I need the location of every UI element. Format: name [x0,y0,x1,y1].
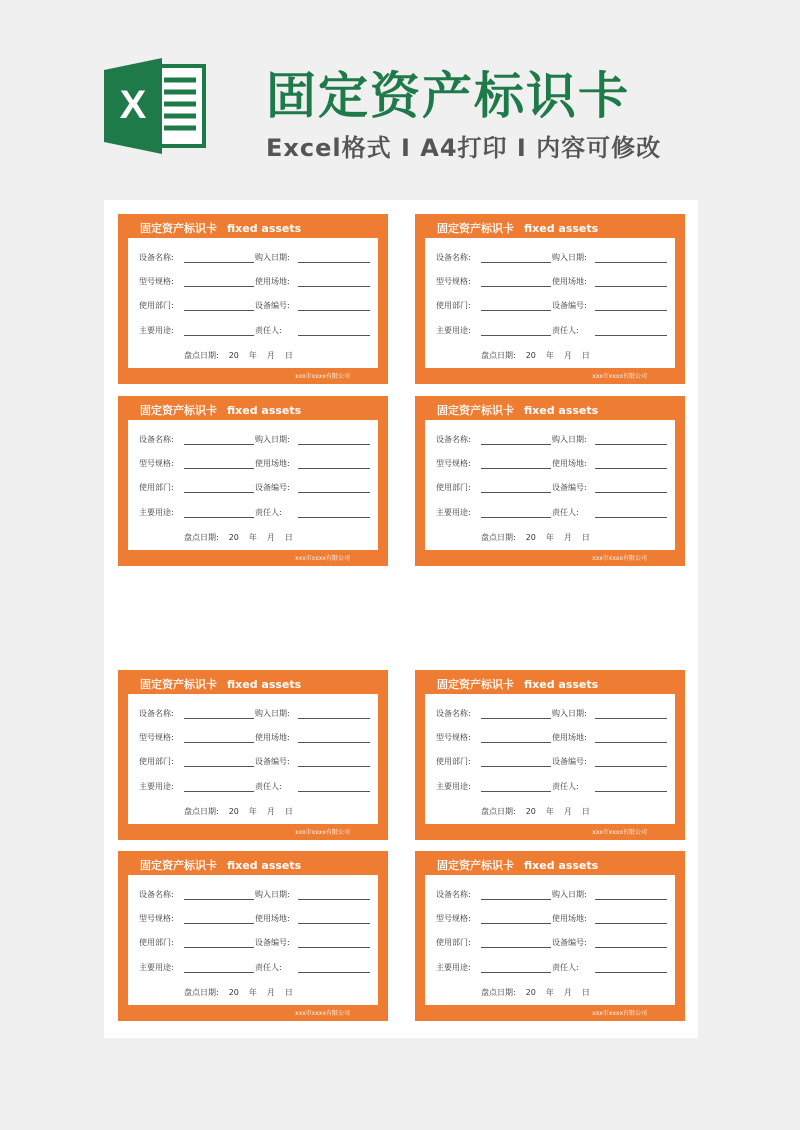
device-name-field[interactable] [184,444,254,445]
department-field[interactable] [184,310,254,311]
purchase-date-field[interactable] [595,899,667,900]
main-use-field[interactable] [481,972,551,973]
asset-card [415,670,685,840]
main-use-field[interactable] [184,791,254,792]
purchase-date-field[interactable] [595,718,667,719]
excel-logo-icon [104,58,208,154]
device-no-field[interactable] [595,310,667,311]
department-label: 使用部门: [436,483,471,492]
company-name: xxx市xxxx有限公司 [592,829,647,836]
device-no-label: 设备编号: [255,938,290,947]
inventory-date: 盘点日期: 20 年 月 日 [481,807,590,816]
device-name-label: 设备名称: [139,709,174,718]
device-no-field[interactable] [298,492,370,493]
card-body [425,420,675,550]
card-title: 固定资产标识卡 fixed assets [140,222,302,235]
model-spec-label: 型号规格: [139,459,174,468]
device-no-field[interactable] [298,310,370,311]
responsible-label: 责任人: [255,326,282,335]
purchase-date-label: 购入日期: [552,709,587,718]
purchase-date-field[interactable] [298,262,370,263]
page-title: 固定资产标识卡 [266,67,630,125]
responsible-field[interactable] [298,791,370,792]
card-title: 固定资产标识卡 fixed assets [140,859,302,872]
model-spec-field[interactable] [481,742,551,743]
inventory-date: 盘点日期: 20 年 月 日 [184,533,293,542]
purchase-date-label: 购入日期: [255,709,290,718]
location-label: 使用场地: [552,733,587,742]
responsible-field[interactable] [595,972,667,973]
company-name: xxx市xxxx有限公司 [295,555,350,562]
card-body [128,420,378,550]
inventory-date: 盘点日期: 20 年 月 日 [481,351,590,360]
responsible-field[interactable] [595,517,667,518]
location-field[interactable] [595,286,667,287]
device-name-field[interactable] [184,262,254,263]
inventory-date: 盘点日期: 20 年 月 日 [184,351,293,360]
company-name: xxx市xxxx有限公司 [295,1010,350,1017]
device-no-label: 设备编号: [552,938,587,947]
device-name-label: 设备名称: [436,890,471,899]
responsible-field[interactable] [595,791,667,792]
model-spec-field[interactable] [184,286,254,287]
device-no-label: 设备编号: [255,483,290,492]
main-use-label: 主要用途: [436,508,471,517]
card-body [128,694,378,824]
company-name: xxx市xxxx有限公司 [592,1010,647,1017]
main-use-label: 主要用途: [139,508,174,517]
department-label: 使用部门: [436,301,471,310]
department-label: 使用部门: [139,757,174,766]
department-label: 使用部门: [436,938,471,947]
department-field[interactable] [481,947,551,948]
location-field[interactable] [595,742,667,743]
model-spec-field[interactable] [481,286,551,287]
purchase-date-field[interactable] [298,444,370,445]
card-body [425,238,675,368]
model-spec-field[interactable] [481,468,551,469]
purchase-date-label: 购入日期: [255,890,290,899]
card-body [128,875,378,1005]
responsible-label: 责任人: [552,326,579,335]
location-field[interactable] [595,923,667,924]
device-name-field[interactable] [184,899,254,900]
device-no-label: 设备编号: [552,301,587,310]
location-field[interactable] [595,468,667,469]
department-label: 使用部门: [139,938,174,947]
location-label: 使用场地: [255,277,290,286]
model-spec-field[interactable] [481,923,551,924]
purchase-date-field[interactable] [595,444,667,445]
card-body [128,238,378,368]
device-name-label: 设备名称: [436,435,471,444]
location-label: 使用场地: [552,277,587,286]
card-title: 固定资产标识卡 fixed assets [437,859,599,872]
device-name-label: 设备名称: [436,709,471,718]
device-no-field[interactable] [298,766,370,767]
device-name-label: 设备名称: [139,890,174,899]
model-spec-label: 型号规格: [436,733,471,742]
location-label: 使用场地: [552,459,587,468]
location-label: 使用场地: [255,459,290,468]
a4-sheet [104,200,698,1038]
company-name: xxx市xxxx有限公司 [592,555,647,562]
device-name-field[interactable] [481,899,551,900]
department-label: 使用部门: [436,757,471,766]
purchase-date-field[interactable] [298,899,370,900]
main-use-label: 主要用途: [436,326,471,335]
svg-text:X: X [119,83,147,127]
responsible-field[interactable] [298,517,370,518]
asset-card [415,214,685,384]
responsible-label: 责任人: [255,508,282,517]
device-no-label: 设备编号: [552,757,587,766]
asset-card [118,670,388,840]
purchase-date-label: 购入日期: [255,253,290,262]
asset-card [415,396,685,566]
device-name-label: 设备名称: [436,253,471,262]
asset-card [118,851,388,1021]
main-use-field[interactable] [481,517,551,518]
responsible-label: 责任人: [552,508,579,517]
department-field[interactable] [184,947,254,948]
device-name-field[interactable] [481,444,551,445]
model-spec-label: 型号规格: [139,914,174,923]
department-field[interactable] [184,492,254,493]
card-title: 固定资产标识卡 fixed assets [140,404,302,417]
card-title: 固定资产标识卡 fixed assets [437,222,599,235]
responsible-label: 责任人: [552,782,579,791]
card-body [425,875,675,1005]
device-no-label: 设备编号: [552,483,587,492]
main-use-field[interactable] [481,791,551,792]
main-use-label: 主要用途: [139,782,174,791]
device-no-field[interactable] [595,766,667,767]
purchase-date-label: 购入日期: [552,253,587,262]
asset-card [118,214,388,384]
location-field[interactable] [298,286,370,287]
inventory-date: 盘点日期: 20 年 月 日 [481,988,590,997]
device-no-label: 设备编号: [255,301,290,310]
device-name-field[interactable] [481,718,551,719]
purchase-date-field[interactable] [298,718,370,719]
asset-card [415,851,685,1021]
model-spec-label: 型号规格: [139,733,174,742]
purchase-date-label: 购入日期: [255,435,290,444]
model-spec-label: 型号规格: [436,914,471,923]
location-field[interactable] [298,468,370,469]
location-field[interactable] [298,742,370,743]
device-name-field[interactable] [481,262,551,263]
purchase-date-label: 购入日期: [552,890,587,899]
department-field[interactable] [481,492,551,493]
device-no-field[interactable] [595,947,667,948]
device-name-label: 设备名称: [139,435,174,444]
model-spec-field[interactable] [184,742,254,743]
location-field[interactable] [298,923,370,924]
page-subtitle: Excel格式 I A4打印 I 内容可修改 [266,134,662,162]
asset-card [118,396,388,566]
main-use-field[interactable] [184,517,254,518]
card-body [425,694,675,824]
main-use-field[interactable] [184,335,254,336]
department-field[interactable] [481,766,551,767]
purchase-date-field[interactable] [595,262,667,263]
device-name-field[interactable] [184,718,254,719]
location-label: 使用场地: [255,914,290,923]
inventory-date: 盘点日期: 20 年 月 日 [481,533,590,542]
location-label: 使用场地: [552,914,587,923]
location-label: 使用场地: [255,733,290,742]
model-spec-label: 型号规格: [436,277,471,286]
model-spec-field[interactable] [184,468,254,469]
model-spec-field[interactable] [184,923,254,924]
department-label: 使用部门: [139,483,174,492]
card-title: 固定资产标识卡 fixed assets [437,678,599,691]
model-spec-label: 型号规格: [436,459,471,468]
responsible-label: 责任人: [255,963,282,972]
company-name: xxx市xxxx有限公司 [592,373,647,380]
department-field[interactable] [184,766,254,767]
responsible-label: 责任人: [552,963,579,972]
main-use-label: 主要用途: [436,963,471,972]
main-use-label: 主要用途: [139,963,174,972]
inventory-date: 盘点日期: 20 年 月 日 [184,988,293,997]
responsible-field[interactable] [595,335,667,336]
department-label: 使用部门: [139,301,174,310]
card-title: 固定资产标识卡 fixed assets [140,678,302,691]
purchase-date-label: 购入日期: [552,435,587,444]
device-no-field[interactable] [298,947,370,948]
device-name-label: 设备名称: [139,253,174,262]
main-use-label: 主要用途: [436,782,471,791]
company-name: xxx市xxxx有限公司 [295,829,350,836]
responsible-field[interactable] [298,335,370,336]
model-spec-label: 型号规格: [139,277,174,286]
responsible-label: 责任人: [255,782,282,791]
department-field[interactable] [481,310,551,311]
company-name: xxx市xxxx有限公司 [295,373,350,380]
device-no-label: 设备编号: [255,757,290,766]
main-use-field[interactable] [184,972,254,973]
inventory-date: 盘点日期: 20 年 月 日 [184,807,293,816]
card-title: 固定资产标识卡 fixed assets [437,404,599,417]
page-header [0,0,800,190]
main-use-label: 主要用途: [139,326,174,335]
main-use-field[interactable] [481,335,551,336]
responsible-field[interactable] [298,972,370,973]
device-no-field[interactable] [595,492,667,493]
